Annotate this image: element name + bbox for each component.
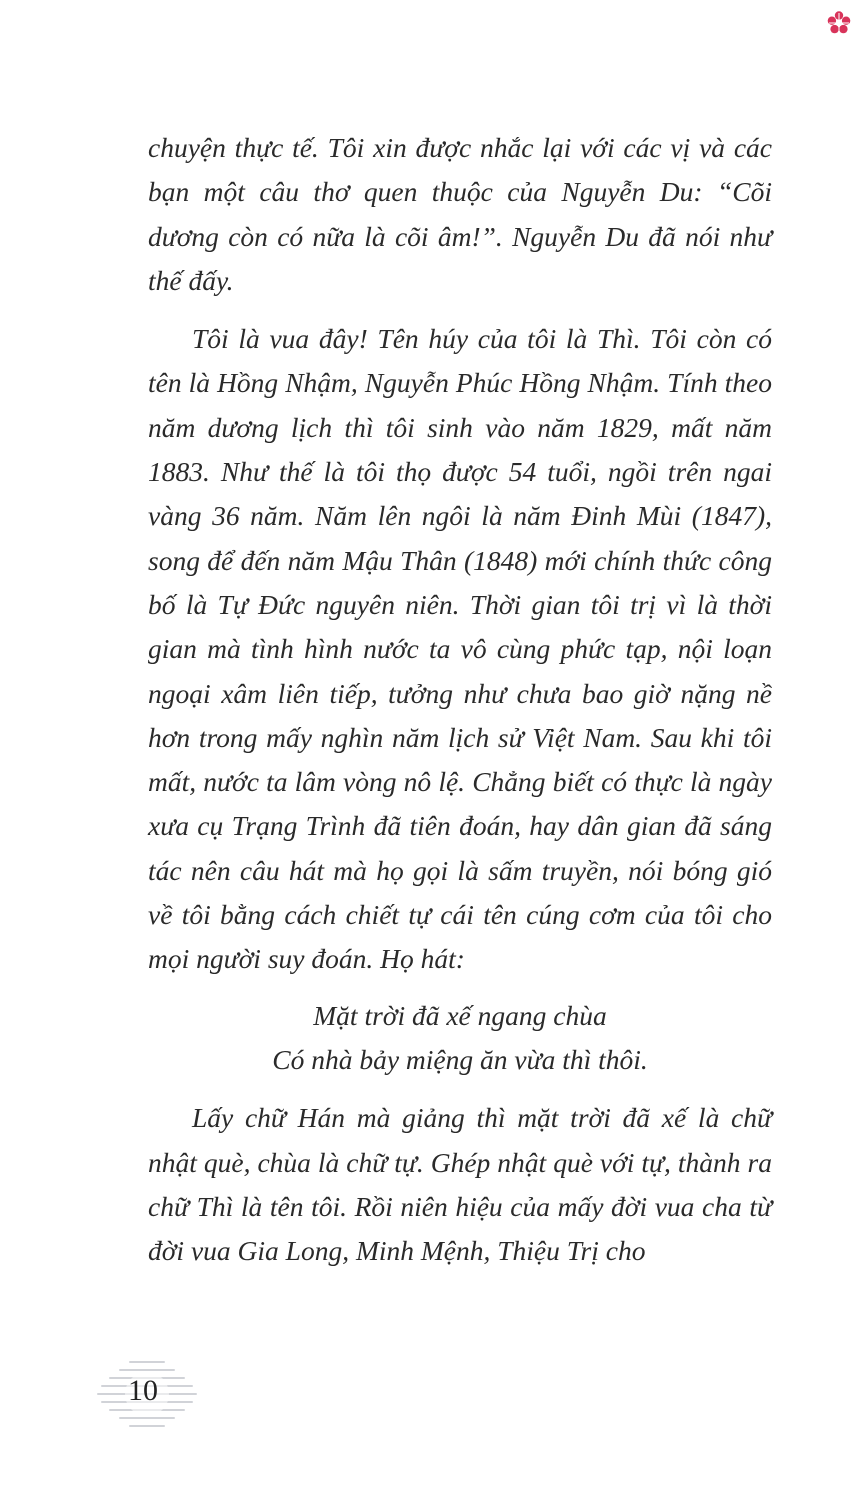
page-footer	[92, 1352, 202, 1432]
paragraph-king-intro: Tôi là vua đây! Tên húy của tôi là Thì. Tôi còn có tên là Hồng Nhậm, Nguyễn Phúc Hồng Nhậm. Tính theo năm dương lịch thì tôi sinh vào năm 1829, mất năm 1883. Như thế là tôi thọ được 54 tuổi, ngồi trên ngai vàng 36 năm. Năm lên ngôi là năm Đinh Mùi (1847), song để đến năm Mậu Thân (1848) mới chính thức công bố là Tự Đức nguyên niên. Thời gian tôi trị vì là thời gian mà tình hình nước ta vô cùng phức tạp, nội loạn ngoại xâm liên tiếp, tưởng như chưa bao giờ nặng nề hơn trong mấy nghìn năm lịch sử Việt Nam. Sau khi tôi mất, nước ta lâm vòng nô lệ. Chẳng biết có thực là ngày xưa cụ Trạng Trình đã tiên đoán, hay dân gian đã sáng tác nên câu hát mà họ gọi là sấm truyền, nói bóng gió về tôi bằng cách chiết tự cái tên cúng cơm của tôi cho mọi người suy đoán. Họ hát:	[148, 323, 772, 975]
publisher-logo-icon	[826, 10, 852, 36]
page-body	[148, 126, 772, 1273]
paragraph-explanation: Lấy chữ Hán mà giảng thì mặt trời đã xế là chữ nhật què, chùa là chữ tự. Ghép nhật què với tự, thành ra chữ Thì là tên tôi. Rồi niên hiệu của mấy đời vua cha từ đời vua Gia Long, Minh Mệnh, Thiệu Trị cho	[148, 1102, 772, 1267]
verse	[148, 994, 772, 1083]
verse-line: Có nhà bảy miệng ăn vừa thì thôi.	[272, 1043, 648, 1075]
page-number: 10	[128, 1374, 158, 1407]
verse-line: Mặt trời đã xế ngang chùa	[313, 999, 607, 1031]
paragraph-continued: chuyện thực tế. Tôi xin được nhắc lại với các vị và các bạn một câu thơ quen thuộc của Nguyễn Du: “Cõi dương còn có nữa là cõi âm!”. Nguyễn Du đã nói như thế đấy.	[148, 132, 772, 296]
